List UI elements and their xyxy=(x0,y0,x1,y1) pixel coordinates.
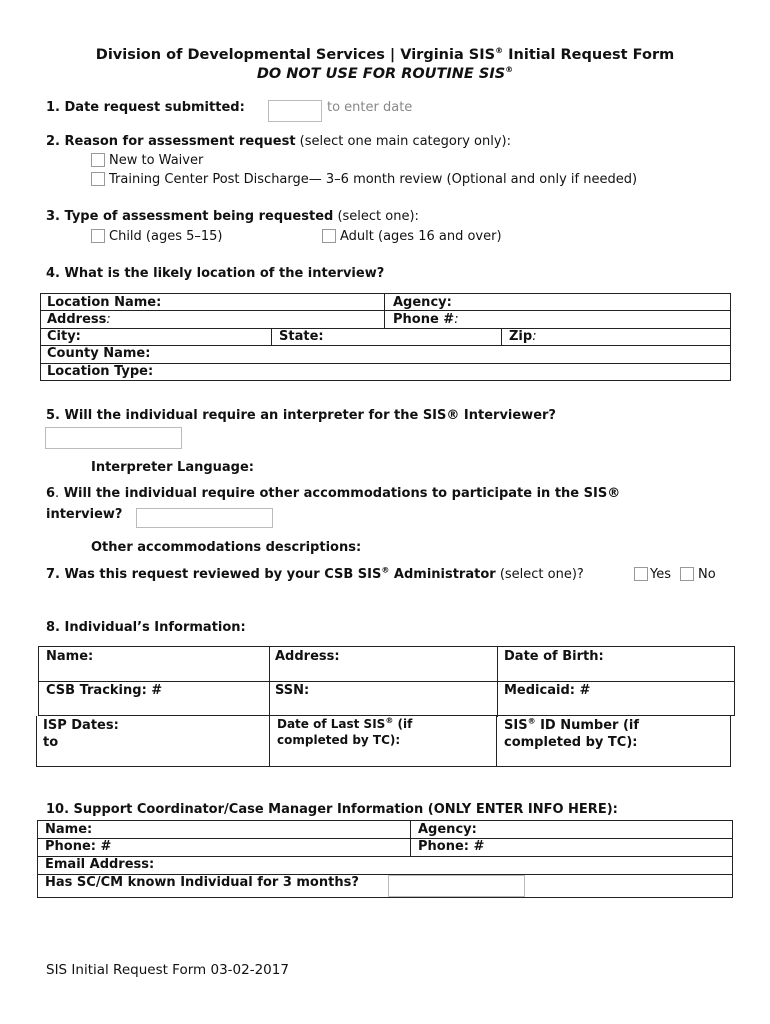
option-yes[interactable]: Yes xyxy=(634,567,671,582)
date-submitted-field[interactable] xyxy=(268,100,322,122)
option-adult[interactable]: Adult (ages 16 and over) xyxy=(322,229,502,244)
form-title: Division of Developmental Services | Virginia SIS® Initial Request Form xyxy=(95,46,675,63)
sc-phone-label: Phone: # xyxy=(45,839,112,854)
county-label: County Name: xyxy=(47,346,151,361)
sc-phone2-label: Phone: # xyxy=(418,839,485,854)
checkbox[interactable] xyxy=(680,567,694,581)
address-label: Address: xyxy=(47,312,111,327)
location-type-label: Location Type: xyxy=(47,364,154,379)
isp-dates-label: ISP Dates: to xyxy=(43,718,119,750)
location-table xyxy=(40,293,731,381)
city-label: City: xyxy=(47,329,81,344)
q4-label: 4. What is the likely location of the interview? xyxy=(46,266,385,281)
q2-label: 2. Reason for assessment request (select one main category only): xyxy=(46,134,511,149)
sc-known-label: Has SC/CM known Individual for 3 months? xyxy=(45,875,359,890)
interpreter-language-label: Interpreter Language: xyxy=(91,460,255,475)
checkbox[interactable] xyxy=(634,567,648,581)
q3-label: 3. Type of assessment being requested (select one): xyxy=(46,209,419,224)
option-no[interactable]: No xyxy=(680,567,716,582)
q10-label: 10. Support Coordinator/Case Manager Information (ONLY ENTER INFO HERE): xyxy=(46,802,618,817)
option-child[interactable]: Child (ages 5–15) xyxy=(91,229,223,244)
checkbox[interactable] xyxy=(91,229,105,243)
sc-agency-label: Agency: xyxy=(418,822,477,837)
accommodations-description-label: Other accommodations descriptions: xyxy=(91,540,362,555)
phone-label: Phone #: xyxy=(393,312,459,327)
q6-label-cont: interview? xyxy=(46,507,123,522)
q6-label: 6. Will the individual require other accommodations to participate in the SIS® xyxy=(46,486,621,501)
option-new-to-waiver[interactable]: New to Waiver xyxy=(91,153,203,168)
sc-name-label: Name: xyxy=(45,822,93,837)
individual-table-top xyxy=(38,646,735,716)
state-label: State: xyxy=(279,329,324,344)
q7-label: 7. Was this request reviewed by your CSB SIS® Administrator (select one)? xyxy=(46,565,584,582)
sis-id-label: SIS® ID Number (if completed by TC): xyxy=(504,716,640,750)
name-label: Name: xyxy=(46,649,94,664)
location-name-label: Location Name: xyxy=(47,295,162,310)
sc-email-label: Email Address: xyxy=(45,857,155,872)
date-placeholder: to enter date xyxy=(327,100,413,115)
checkbox[interactable] xyxy=(322,229,336,243)
support-coordinator-table xyxy=(37,820,733,898)
dob-label: Date of Birth: xyxy=(504,649,604,664)
footer-text: SIS Initial Request Form 03-02-2017 xyxy=(46,962,289,978)
medicaid-label: Medicaid: # xyxy=(504,683,591,698)
interpreter-field[interactable] xyxy=(45,427,182,449)
q1-label: 1. Date request submitted: xyxy=(46,100,245,115)
option-training-center[interactable]: Training Center Post Discharge— 3–6 month review (Optional and only if needed) xyxy=(91,172,637,187)
form-subtitle: DO NOT USE FOR ROUTINE SIS® xyxy=(256,65,514,82)
checkbox[interactable] xyxy=(91,172,105,186)
accommodations-field[interactable] xyxy=(136,508,273,528)
zip-label: Zip: xyxy=(509,329,537,344)
individual-table-bottom xyxy=(36,716,731,767)
q8-label: 8. Individual’s Information: xyxy=(46,620,246,635)
sc-known-field[interactable] xyxy=(388,875,525,897)
q5-label: 5. Will the individual require an interpreter for the SIS® Interviewer? xyxy=(46,408,556,423)
checkbox[interactable] xyxy=(91,153,105,167)
ssn-label: SSN: xyxy=(275,683,310,698)
last-sis-label: Date of Last SIS® (if completed by TC): xyxy=(277,716,413,747)
address-label: Address: xyxy=(275,649,340,664)
csb-tracking-label: CSB Tracking: # xyxy=(46,683,163,698)
agency-label: Agency: xyxy=(393,295,452,310)
